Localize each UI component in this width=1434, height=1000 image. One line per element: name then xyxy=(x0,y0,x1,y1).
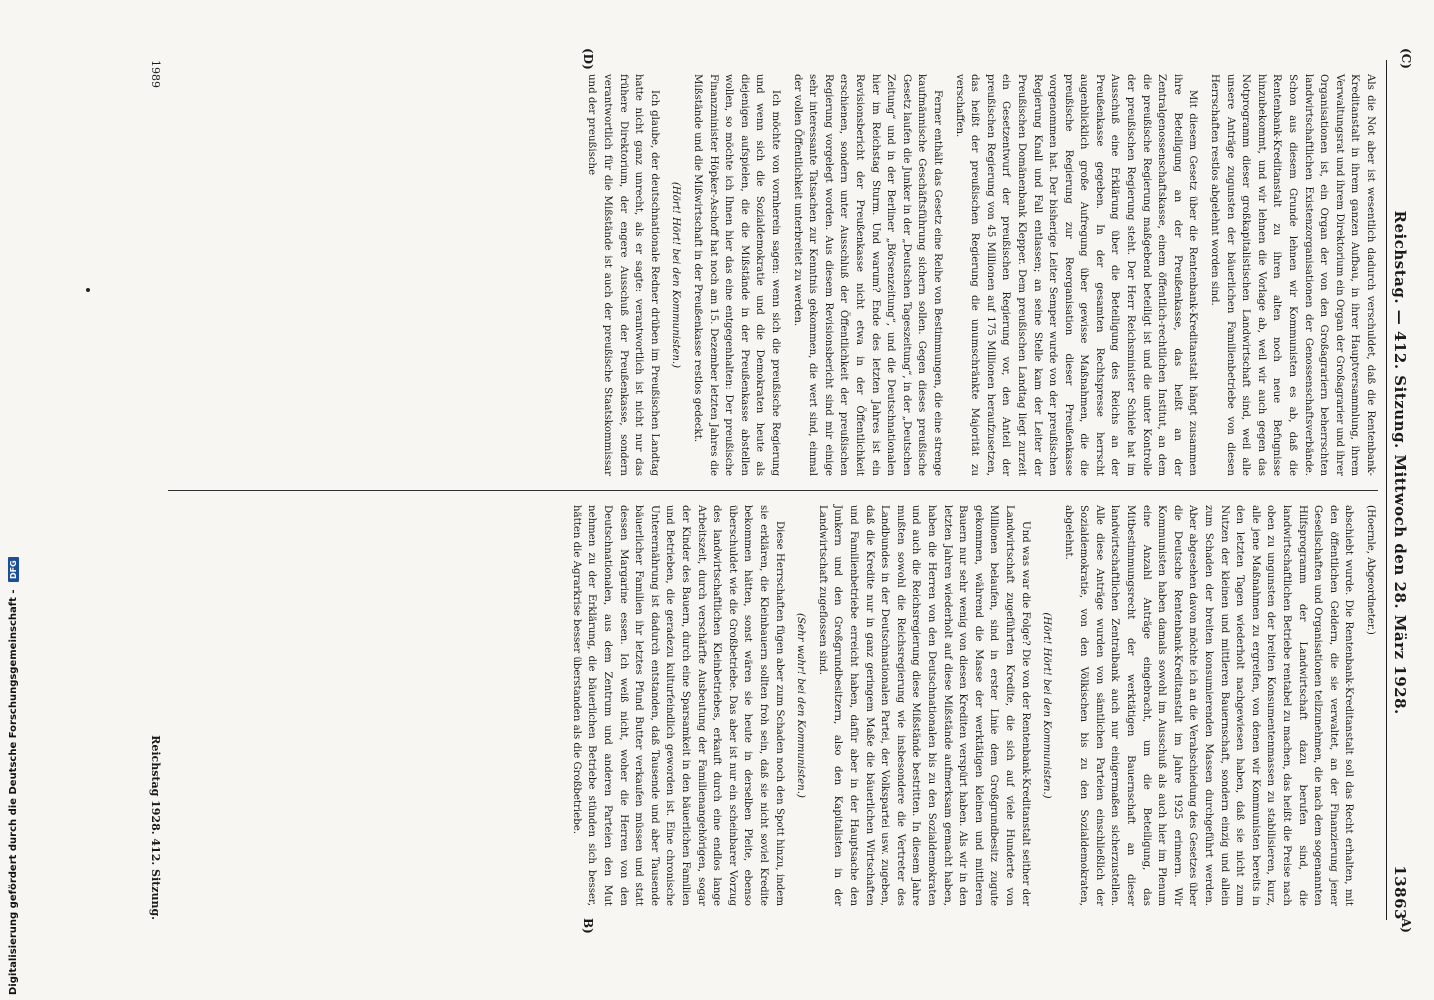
interjection: (Sehr wahr! bei den Kommunisten.) xyxy=(795,613,807,798)
page-footer xyxy=(149,60,162,920)
paragraph: Ich möchte von vornherein sagen: wenn sich die preußische Regierung und wenn sich die Sozialdemokratie und die Demokraten heute als diejenigen aufspielen, die die Mißstände in der Preußenkasse abstellen wollen, so möchte ich Ihnen hier das eine entgegenhalten: Der preußische Finanzminister Höpker-Aschoff hat noch am 15. Dezember letzten Jahres die Mißstände und die Mißwirtschaft in der Preußenkasse restlos gedeckt. xyxy=(692,74,782,476)
header-title: Reichstag. — 412. Sitzung. Mittwoch den 28. März 1928. xyxy=(1391,210,1409,715)
paragraph: Und was war die Folge? Die von der Rentenbank-Kreditanstalt seither der Landwirtschaft zugeführten Kredite, die sich auf viele Hunderte von Millionen belaufen, sind in erster Linie dem Großgrundbesitz zugute gekommen, während die Masse der werktätigen kleinen und mittleren Bauern nur sehr wenig von diesen Krediten verspürt haben. Als wir in den letzten Jahren wiederholt auf diese Mißstände aufmerksam gemacht haben, haben die Herren von den Deutschnationalen bis zu den Sozialdemokraten und auch die Reichsregierung diese Mißstände bestritten. In diesem Jahre mußten sowohl die Reichsregierung wie insbesondere die Vertreter des Landbundes in der Deutschnationalen Partei, der Volkspartei usw. zugeben, daß die Kredite nur in ganz geringem Maße die bäuerlichen Wirtschaften und Familienbetriebe erreicht haben, dafür aber in der Hauptsache den Junkern und den Großgrundbesitzern, also den Kapitalisten in der Landwirtschaft zugeflossen sind. xyxy=(816,505,1031,906)
digitization-credit xyxy=(8,5,19,995)
ink-dot xyxy=(86,288,90,292)
paragraph: Mit diesem Gesetz über die Rentenbank-Kreditanstalt hängt zusammen ihre Beteiligung an der Preußenkasse, das heißt an der Zentralgenossenschaftskasse, einem öffentlich-rechtlichen Institut, an dem die preußische Regierung maßgebend beteiligt ist und die unter Kontrolle der preußischen Regierung steht. Der Herr Reichsminister Schiele hat im Ausschuß eine Erklärung über die Beteiligung des Reichs an der Preußenkasse gegeben. In der gesamten Rechtspresse herrscht augenblicklich große Aufregung über gewisse Maßnahmen, die die preußische Regierung zur Reorganisation dieser Preußenkasse vorgenommen hat. Der bisherige Leiter Semper wurde von der preußischen Regierung Knall und Fall entlassen; an seine Stelle kam der Leiter der Preußischen Domänenbank Klepper. Dem preußischen Landtag liegt zurzeit ein Gesetzentwurf der preußischen Regierung vor, den Anteil der preußischen Regierung von 45 Millionen auf 175 Millionen heraufzusetzen, das heißt der preußischen Regierung die unumschränkte Majorität zu verschaffen. xyxy=(953,74,1199,476)
paragraph: abschiebt wurde. Die Rentenbank-Kreditanstalt soll das Recht erhalten, mit den öffentlichen Geldern, die sie verwaltet, an der Finanzierung jener Gesellschaften und Organisationen teilzunehmen, die nach dem sogenannten Hilfsprogramm der Landwirtschaft dazu berufen sind, die landwirtschaftlichen Betriebe rentabel zu machen, das heißt die Preise nach oben zu ungunsten der breiten Konsumentenmassen zu stabilisieren, kurz, alle jene Maßnahmen zu ergreifen, von denen wir Kommunisten bereits in den letzten Tagen wiederholt nachgewiesen haben, daß sie nicht zum Nutzen der kleinen und mittleren Bauernschaft, sondern einzig und allein zum Schaden der breiten konsumierenden Massen durchgeführt werden. Aber abgesehen davon möchte ich an die Verabschiedung des Gesetzes über die Deutsche Rentenbank-Kreditanstalt im Jahre 1925 erinnern. Wir Kommunisten haben damals sowohl im Ausschuß als auch hier im Plenum eine Anzahl Anträge eingebracht, um die Beteiligung, das Mitbestimmungsrecht der werktätigen Bauernschaft an dieser landwirtschaftlichen Zentralbank auch nur einigermaßen sicherzustellen. Alle diese Anträge wurden von sämtlichen Parteien einschließlich der Sozialdemokratie, von den Völkischen bis zu den Sozialdemokraten, abgelehnt. xyxy=(1062,505,1355,906)
credit-text: Digitalisierung gefördert durch die Deutsche Forschungsgemeinschaft - xyxy=(8,589,19,995)
interjection: (Hört! Hört! bei den Kommunisten.) xyxy=(670,181,682,369)
header-page-number: 13863 xyxy=(1391,865,1409,920)
paragraph: Ich glaube, der deutschnationale Redner drüben im Preußischen Landtag hatte nicht ganz unrecht, als er sagte: verantwortlich ist nicht nur das frühere Direktorium, der engere Ausschuß der Preußenkasse, sondern verantwortlich für die Mißstände ist auch der preußische Staatskommissar und der preußische xyxy=(586,74,660,476)
column-right xyxy=(168,490,1378,920)
speaker-name: (Hoernle, Abgeordneter.) xyxy=(1365,505,1376,635)
margin-marker-b: B) xyxy=(581,918,595,934)
margin-marker-a: A) xyxy=(1399,918,1413,933)
paragraph: Als die Not aber ist wesentlich dadurch verschuldet, daß die Rentenbank-Kreditanstalt in ihrem ganzen Aufbau, in ihrer Hauptversammlung, ihrem Verwaltungsrat und ihrem Direktorium ein Organ der Großagrarier und ihrer Organisationen ist, ein Organ der von den Großagrariern beherrschten landwirtschaftlichen Existenzorganisationen der Genossenschaftsverbände. Schon aus diesem Grunde lehnen wir Kommunisten es ab, daß die Rentenbank-Kreditanstalt zu ihren alten noch neue Befugnisse hinzubekommt, und wir lehnen die Vorlage ab, weil wir auch gegen das Notprogramm dieser großkapitalistischen Landwirtschaft sind, weil alle unsere Anträge zugunsten der bäuerlichen Familienbetriebe von diesen Herrschaften restlos abgelehnt worden sind. xyxy=(1209,74,1376,476)
document-page xyxy=(115,48,1415,934)
header-rule xyxy=(1386,60,1387,920)
text-columns xyxy=(168,60,1378,920)
column-left xyxy=(168,60,1378,490)
footer-source: Reichstag 1928. 412. Sitzung. xyxy=(149,735,162,920)
interjection: (Hört! Hört! bei den Kommunisten.) xyxy=(1041,612,1053,799)
footer-page-number: 1989 xyxy=(149,60,162,88)
dfg-logo: DFG xyxy=(8,557,19,582)
margin-marker-c: (C) xyxy=(1399,48,1413,69)
margin-marker-d: (D) xyxy=(581,48,595,70)
page-header xyxy=(1387,60,1409,920)
paragraph: Diese Herrschaften fügen aber zum Schaden noch den Spott hinzu, indem sie erklären, die Kleinbauern sollten froh sein, daß sie nicht soviel Kredite bekommen hätten, sonst wären sie heute in derselben Pleite, ebenso überschuldet wie die Großbetriebe. Das aber ist nur ein scheinbarer Vorzug des landwirtschaftlichen Kleinbetriebes, erkauft durch eine endlos lange Arbeitszeit, durch verschärfte Ausbeutung der Familienangehörigen, sogar der Kinder des Bauern, durch eine Sparsamkeit in den bäuerlichen Familien und Betrieben, die geradezu kulturfeindlich geworden ist. Eine chronische Unterernährung ist dadurch entstanden, daß Tausende und aber Tausende bäuerlicher Familien ihr letztes Pfund Butter verkaufen müssen und statt dessen Margarine essen. Ich weiß nicht, woher die Herren von den Deutschnationalen, aus dem Zentrum und anderen Parteien den Mut nehmen zu der Erklärung, die bäuerlichen Betriebe stünden sich besser, hätten die Agrarkrise besser überstanden als die Großbetriebe. xyxy=(570,505,785,906)
paragraph: Ferner enthält das Gesetz eine Reihe von Bestimmungen, die eine strenge kaufmännische Geschäftsführung sichern sollen. Gegen dieses preußische Gesetz laufen die Junker in der „Deutschen Tageszeitung“, in der „Deutschen Zeitung“ und in der Berliner „Börsenzeitung“, und die Deutschnationalen hier im Reichstag Sturm. Und warum? Ende des letzten Jahres ist ein Revisionsbericht der Preußenkasse nicht etwa in der Öffentlichkeit erschienen, sondern unter Ausschluß der Öffentlichkeit der preußischen Regierung vorgelegt worden. Aus diesem Revisionsbericht sind mir einige sehr interessante Tatsachen zur Kenntnis gekommen, die wert sind, einmal der vollen Öffentlichkeit unterbreitet zu werden. xyxy=(791,74,943,476)
